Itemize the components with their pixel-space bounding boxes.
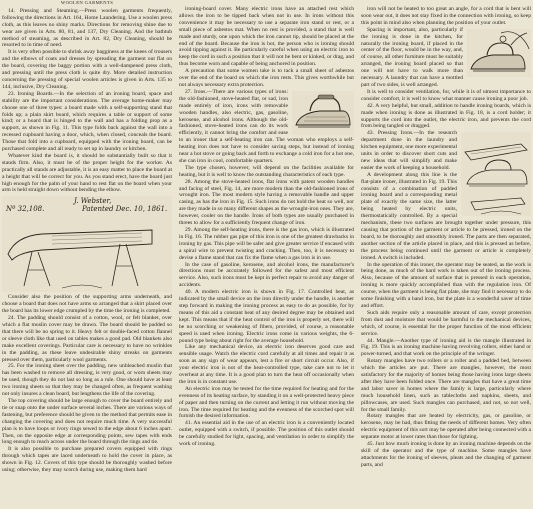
paragraph: It is well to consider ventilation, for, while it is of utmost importance to consider comfort, it is well to know what manner cause ironing a poor job. [361, 88, 531, 102]
paragraph: 25. For the ironing sheet over the padding, new unbleached muslin that has been washed to remove all dressing, is very good, or worn sheets may be used, though they do not last so long as a rule. One should have at least two ironing sheets so that they may be changed often, as frequent washing not only insures a clean board, but lengthens the life of the covering. [2, 363, 172, 398]
running-head: WOOLEN GARMENTS [60, 0, 114, 5]
paragraph: Rotary mangles have two rollers or a roller and a padded bed, between which the articles are put. There are mangles, however, the most satisfactory for the majority of homes being those having irons large sheets after they have been folded once. There are mangles that have a great time and labor saver in homes where the family is large, particularly where much household linen, such as tablecloths and napkins, sheets, and pillowcases, are used. Such mangles can purchased, and not, so not well, for the small family. [361, 358, 531, 413]
paragraph: 41. An essential aid in the use of an electric iron is a conveniently located outlet, equipped with a switch, if possible. The position of this outlet should be carefully studied for light, spacing, and ventilation in order to simplify the work of ironing. [179, 420, 354, 448]
flat-iron-icon [292, 91, 354, 135]
paragraph: Whatever kind the board is, it should be substantially built so that it stands firm. Also, it must be of the proper height for the worker. As practically all stands are adjustable, it is an easy matter to place the board at a height that will be correct for you. As you stand erect, have the board just high enough for the palm of your hand to rest flat on the board when your arm is held straight down without bending the elbow. [2, 152, 172, 194]
electric-iron-icon [467, 29, 531, 77]
paragraph: Consider also the position of the supporting arms underneath, and choose a board that does not have arms so arranged that a skirt placed over the board has its lower edge crumpled by the time the ironing is completed. [2, 294, 172, 315]
paragraph: 43. Pressing Irons.—In the research department done in the laundry and kitchen equipment, one more experimental units in order to discover short cuts and new ideas that will simplify and make easier the work of keeping a household. [361, 130, 457, 171]
patent-date: Patented Dec. 10, 1861. [82, 205, 168, 214]
paragraph: Spacing is important, also, particularly if the ironing is done in the kitchen, for naturally the ironing board, if placed in the center of the floor, would be in the way, and, of course, all other furniture must be suitably arranged, the ironing board placed so that one will not have to walk more than necessary. A laundry that can have a mottled part of two sides, is well arranged. [361, 26, 463, 88]
paragraph: Such aids require only a reasonable amount of care, except protection from dust and moisture that would be harmful to the mechanical devices, which, of course, is essential for the proper function of the most efficient service. [361, 309, 531, 337]
paragraph: In the case of gasoline, kerosene, and alcohol irons, the manufacturer's directions must be accurately followed for the safest and most efficient service. Also, such irons must be kept in perfect repair to avoid any danger of accidents. [179, 261, 354, 289]
flat-iron-illustration [292, 91, 354, 135]
paragraph: A precaution that some women take is to tack a small sheet of asbestos over the end of the board on which the iron rests. This gives worthwhile but not always necessary extra protection. [179, 68, 354, 88]
right-column [361, 0, 531, 509]
paragraph: 27. Irons.—There are various types of irons: the old-fashioned, stove-heated flat, or sad, iron made entirely of iron, irons with removable wooden handles, also electric, gas, gasoline, kerosene, and alcohol irons. Although the old-fashioned, stove-heated irons can do its work efficiently, it cannot bring the comfort and ease to an ironer that a self-heating iron can. The woman who employs a self-heating iron does not have to consider saving steps, but instead of ironing near a hot stove or going back and forth to exchange a cold iron for a hot one, she can iron in cool, comfortable quarters. [179, 88, 354, 164]
running-head [361, 0, 531, 5]
paragraph: iron will not be heated to too great an angle, for a cord that is bent will soon wear out, it does not stay fixed in the connection with ironing, so keep this point in mind also when planning the position of your outlet. [361, 6, 531, 26]
paragraph: ironing-board cover. Many electric irons have an attached rest which allows the iron to be tipped back when not in use. In irons without this convenience it may be necessary to use a separate iron stand or rest, or a small piece of asbestos mat. When no rest is provided, a stand that is well made and sturdy, one upon which the iron cannot tip, should be placed at the end of the board. Because the iron is hot, the person who is ironing should avoid tipping against it. Be particularly careful when using an electric iron to keep the cord in such a position that it will not be bent or kinked, or drag, and thus become worn and capable of being anchored in position. [179, 6, 354, 68]
paragraph: An electric iron may be tested for the time required for heating and for the evenness of its heating surface, by standing it on a well-protected heavy piece of paper and then turning on the current and letting it run without moving the iron. The time required for heating and the evenness of the scorched spot will furnish the desired information. [179, 385, 354, 420]
patent-ironing-board-drawing [2, 196, 172, 292]
paragraph: In the operation of this ironer, the operator may be seated, as the work is being done, as much of the hard work is taken out of the ironing process. Also, because of the amount of surface that is pressed in each operation, ironing is more quickly accomplished than with the regulation iron. Of course, when the garment is being flat plate, she may find it necessary to do some finishing with a hand iron, but the plate is a wonderful saver of time and effort. [361, 261, 531, 309]
paragraph: The type chosen, however, will depend on the facilities available for heating, but it is well to know the outstanding characteristics of each type. [179, 164, 354, 178]
patent-label: J. Webster, [74, 197, 112, 206]
paragraph: 29. Among the self-heating irons, there is the gas iron, which is illustrated in Fig. 16. The rubber gas pipe of this iron is one of the greatest drawbacks in ironing by gas. This pipe will be safer and give greater service if encased with a spiral wire to prevent twisting and cracking. Then, too, it is necessary to devise a flame stand that can fix the flame when a gas iron is in use. [179, 227, 354, 261]
paragraph: 45. Just how much ironing is done by an ironing machine depends on the skill of the operator and the type of machine. Some mangles have attachments for the ironing of sleeves, pleats and the changing of garment parts, and [361, 441, 531, 468]
paragraph: 44. Mangle.—Another type of ironing aid is the mangle illustrated in Fig. 19. This is an ironing machine having revolving rollers, either hand or power-turned, and that work on the principle of the wringer. [361, 337, 531, 358]
paragraph: 42. A very helpful, but small, addition to handle ironing boards, which is made when ironing is done as illustrated in Fig. 18, is a cord holder; it supports the cord into the outlet, the electric iron, and prevents the cord from being tangled or dragged. [361, 102, 531, 130]
patent-iron-drawing [461, 132, 531, 216]
paragraph: The top covering should be large enough to cover the board entirely and tie or snap onto the under surface several inches. There are various ways of fastening, but preference should be given to the method that permits ease in changing the covering and does not require much time. A very successful plan is to have loops or ivory rings sewed to the edge about 6 inches apart. Then, on the opposite edge at corresponding points, sew tapes with ends long enough to reach across under the board through the rings and tie. [2, 397, 172, 446]
paragraph: 14. Pressing and Steaming.—Press woolen garments frequently, following the directions in Art. 164, Home Laundering. Use a woolen press cloth, as this leaves no shiny marks. Directions for removing shine due to wear are given in Arts. 80, 81, and 137, Dry Cleaning. And the bathtub method of steaming, as described in Art. 82, Dry Cleaning, should be resorted to in time of need. [2, 7, 172, 49]
patent-number: Nº 32,108. [6, 205, 45, 214]
paragraph: 23. Ironing Boards.—In the selection of an ironing board, space and stability are the important considerations. The average home-maker may choose one of three types: a board made with a self-supporting stand that folds up; a plain skirt board, which requires a table or support of some kind; or a board that is hinged to the wall and has a folding prop as a support, as shown in Fig. 11. This type folds back against the wall into a recessed cupboard having a door, which, when closed, conceals the board. Those that fold into a cupboard, equipped with the ironing board, can be purchased complete and all ready to set up in laundry or kitchen. [2, 90, 172, 153]
middle-column [179, 0, 354, 509]
paragraph: Rotary mangles that are heated by electricity, gas, or gasoline, or kerosene, may be had, thus fitting the needs of different homes. Very often electric equipment of this sort may be operated after being connected with a separate motor at lower rates than those for lighting. [361, 413, 531, 441]
left-column [2, 0, 172, 509]
patent-iron-sketch [461, 132, 531, 216]
paragraph: A development along this line is the flat-plate ironer, illustrated in Fig. 19. This consists of a combination of padded ironing board and a corresponding metal plate of exactly the same size, the latter being heated by electric units, thermostatically controlled. By a special mechanism, these two surfaces are brought together under pressure, this causing that portion of the garment or article to be pressed, ironed on the board, to be thoroughly and smoothly ironed. The parts are then separated, another section of the article placed in place, and this is pressed as before, the process being continued until the garment or article is completely ironed. A switch is included. [361, 171, 531, 261]
paragraph: 28. Among the stove-heated irons, flat irons with patent wooden handles and facing of steel, Fig. 14, are more modern than the old-fashioned irons of wrought iron. The most modern style having a removable handle and upper casing, as has the iron in Fig. 15. Such irons do not hold the heat so well, nor are they made in so many different shapes as the wrought-iron ones. They are, however, cooler on the handle. Irons of both types are usually purchased in threes to allow for a sufficiently frequent change of iron. [179, 178, 354, 227]
iron-with-cord-illustration [467, 29, 531, 77]
paragraph: 40. A modern electric iron is shown in Fig. 17. Controlled heat, as indicated by the small device on the iron directly under the handle, is another step forward in making the ironing process as easy to do as possible, for by means of this aid a constant heat of any desired degree may be obtained and kept. This means that if the heat control of the iron is properly set, there will be no scorching or weakening of fibers, provided, of course, a reasonable speed is used when ironing. Electric irons come in various weights, the 6-pound type being about right for the average household. [179, 289, 354, 344]
paragraph: 24. The padding should consist of a cotton, wool, or felt blanket, over which a flat muslin cover may be drawn. The board should be padded so that there will be no spring to it. Heavy felt or double-faced cotton flannel or sleeve cloth like that used on tables makes a good pad. Old blankets also make excellent coverings. Particular care is necessary to have no wrinkles in the padding, as these leave undesirable shiny streaks on garments pressed over them, particularly wool garments. [2, 315, 172, 363]
paragraph: It is also possible to purchase prepared covers equipped with rings through which tapes are laced underneath to hold the cover in place, as shown in Fig. 12. Covers of this type should be thoroughly washed before using; otherwise, they may scorch during use, making them hard [2, 446, 172, 474]
paragraph: It is very often possible to shrink away bagginess at the knees of trousers and the elbows of coats and dresses by spreading the garment out flat on the board, covering the baggy portion with a well-dampened press cloth, and pressing until the press cloth is quite dry. More detailed instruction concerning the pressing of special woolen articles is given in Arts. 135 to 144, inclusive, Dry Cleaning. [2, 49, 172, 90]
paragraph: Like any mechanical device, an electric iron deserves good care and sensible usage. Watch the electric cord carefully at all times and repair it as soon as any sign of wear appears, lest a fire or short circuit occur. Also, if your electric iron is not of the heat-controlled type, take care not to let it overheat at any time. It is a good plan to turn the heat off occasionally when the iron is in constant use. [179, 344, 354, 385]
